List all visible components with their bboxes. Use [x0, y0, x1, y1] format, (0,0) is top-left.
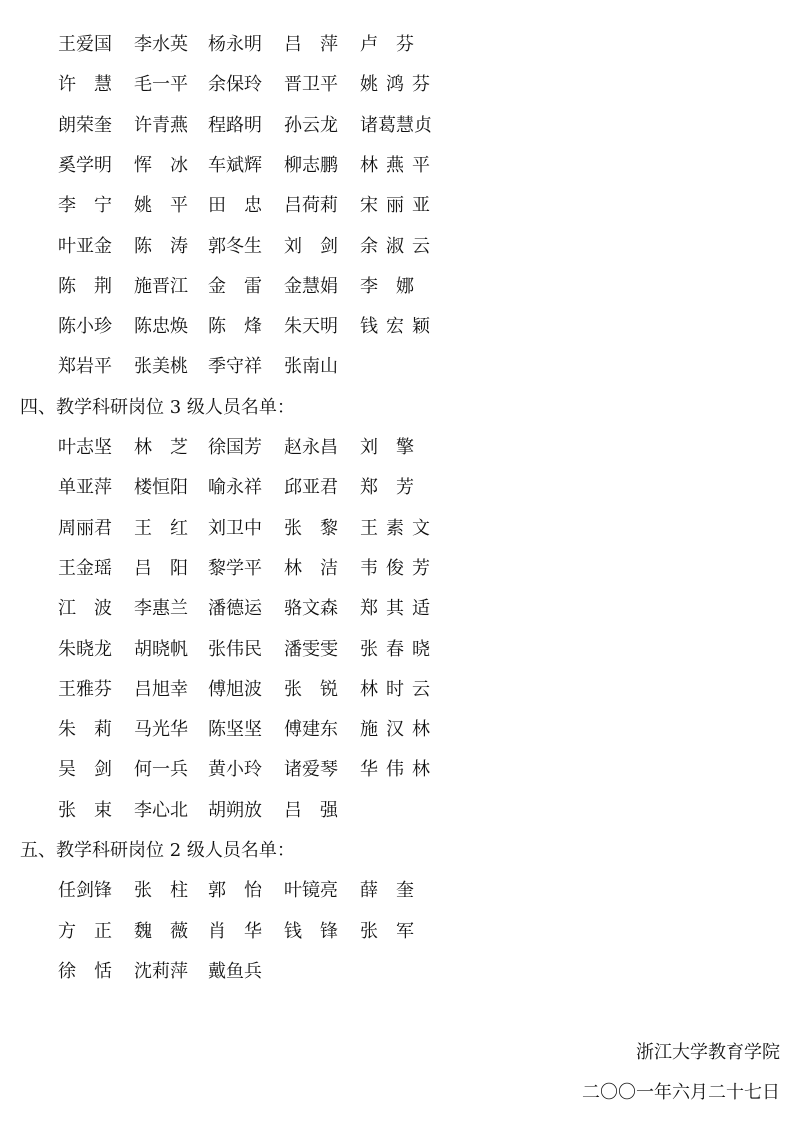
name-row: [0, 70, 800, 100]
person-name: 薛奎: [360, 880, 414, 902]
person-name: 李水英: [134, 34, 188, 55]
person-name: 任剑锋: [58, 880, 112, 902]
person-name: 王金瑶: [58, 557, 112, 579]
person-name: 杨永明: [208, 34, 262, 55]
person-name: 李宁: [58, 195, 112, 217]
name-row: [0, 675, 800, 705]
footer-date: 二〇〇一年六月二十七日: [582, 1082, 780, 1103]
person-name: 朱晓龙: [58, 638, 112, 660]
person-name: 陈坚坚: [208, 719, 262, 741]
person-name: 方正: [58, 920, 112, 942]
person-name: 恽冰: [134, 154, 188, 176]
person-name: 孙云龙: [284, 114, 338, 136]
name-row: [0, 111, 800, 141]
name-row: [0, 554, 800, 584]
person-name: 林燕平: [360, 154, 430, 176]
person-name: 诸葛慧贞: [360, 114, 432, 136]
person-name: 徐国芳: [208, 437, 262, 458]
name-row: [0, 232, 800, 262]
name-row: [0, 30, 800, 60]
person-name: 郭怡: [208, 880, 262, 902]
person-name: 郭冬生: [208, 235, 262, 257]
name-row: [0, 514, 800, 544]
person-name: 朱天明: [284, 316, 338, 338]
person-name: 魏薇: [134, 920, 188, 942]
person-name: 李娜: [360, 275, 414, 297]
name-row: [0, 433, 800, 463]
person-name: 叶志坚: [58, 437, 112, 458]
person-name: 张军: [360, 920, 414, 942]
name-row: [0, 473, 800, 503]
person-name: 沈莉萍: [134, 960, 188, 982]
person-name: 刘剑: [284, 235, 338, 257]
person-name: 余淑云: [360, 235, 430, 257]
person-name: 傅旭波: [208, 678, 262, 700]
person-name: 赵永昌: [284, 437, 338, 458]
name-row: [0, 272, 800, 302]
person-name: 吕强: [284, 799, 338, 821]
person-name: 施晋江: [134, 275, 188, 297]
person-name: 姚平: [134, 195, 188, 217]
person-name: 奚学明: [58, 154, 112, 176]
person-name: 陈荆: [58, 275, 112, 297]
person-name: 金雷: [208, 275, 262, 297]
person-name: 张南山: [284, 356, 338, 378]
person-name: 柳志鹏: [284, 154, 338, 176]
person-name: 骆文森: [284, 598, 338, 620]
person-name: 吕荷莉: [284, 195, 338, 217]
person-name: 张伟民: [208, 638, 262, 660]
person-name: 王红: [134, 517, 188, 539]
person-name: 金慧娟: [284, 275, 338, 297]
person-name: 陈忠焕: [134, 316, 188, 338]
person-name: 朗荣奎: [58, 114, 112, 136]
person-name: 许慧: [58, 74, 112, 96]
name-row: [0, 917, 800, 947]
footer-organization: 浙江大学教育学院: [636, 1042, 780, 1063]
person-name: 王雅芬: [58, 678, 112, 700]
person-name: 姚鸿芬: [360, 74, 430, 96]
person-name: 程路明: [208, 114, 262, 136]
name-row: [0, 796, 800, 826]
person-name: 林芝: [134, 437, 188, 458]
person-name: 车斌辉: [208, 154, 262, 176]
person-name: 田忠: [208, 195, 262, 217]
person-name: 张黎: [284, 517, 338, 539]
person-name: 钱锋: [284, 920, 338, 942]
person-name: 陈涛: [134, 235, 188, 257]
person-name: 郑其适: [360, 598, 430, 620]
person-name: 诸爱琴: [284, 759, 338, 781]
person-name: 陈烽: [208, 316, 262, 338]
person-name: 施汉林: [360, 719, 430, 741]
person-name: 邱亚君: [284, 477, 338, 499]
person-name: 张束: [58, 799, 112, 821]
person-name: 吕萍: [284, 34, 338, 55]
person-name: 余保玲: [208, 74, 262, 96]
person-name: 毛一平: [134, 74, 188, 96]
person-name: 林洁: [284, 557, 338, 579]
person-name: 张春晓: [360, 638, 430, 660]
name-row: [0, 191, 800, 221]
person-name: 李惠兰: [134, 598, 188, 620]
person-name: 傅建东: [284, 719, 338, 741]
person-name: 叶亚金: [58, 235, 112, 257]
person-name: 季守祥: [208, 356, 262, 378]
section-four-heading: 四、教学科研岗位 3 级人员名单：: [20, 396, 295, 418]
name-row: [0, 312, 800, 342]
person-name: 潘雯雯: [284, 638, 338, 660]
name-row: [0, 635, 800, 665]
person-name: 郑岩平: [58, 356, 112, 378]
name-row: [0, 352, 800, 382]
person-name: 王爱国: [58, 34, 112, 55]
person-name: 刘擎: [360, 437, 414, 458]
person-name: 马光华: [134, 719, 188, 741]
person-name: 张锐: [284, 678, 338, 700]
name-row: [0, 876, 800, 906]
person-name: 吕旭幸: [134, 678, 188, 700]
person-name: 黎学平: [208, 557, 262, 579]
person-name: 林时云: [360, 678, 430, 700]
person-name: 戴鱼兵: [208, 960, 262, 982]
person-name: 郑芳: [360, 477, 414, 499]
person-name: 卢芬: [360, 34, 414, 55]
section-five-heading: 五、教学科研岗位 2 级人员名单：: [20, 840, 295, 861]
person-name: 王素文: [360, 517, 430, 539]
person-name: 陈小珍: [58, 316, 112, 338]
person-name: 喻永祥: [208, 477, 262, 499]
person-name: 朱莉: [58, 719, 112, 741]
person-name: 吴剑: [58, 759, 112, 781]
person-name: 许青燕: [134, 114, 188, 136]
person-name: 张柱: [134, 880, 188, 902]
person-name: 周丽君: [58, 517, 112, 539]
person-name: 黄小玲: [208, 759, 262, 781]
person-name: 吕阳: [134, 557, 188, 579]
person-name: 何一兵: [134, 759, 188, 781]
name-row: [0, 594, 800, 624]
person-name: 单亚萍: [58, 477, 112, 499]
person-name: 潘德运: [208, 598, 262, 620]
person-name: 江波: [58, 598, 112, 620]
person-name: 胡晓帆: [134, 638, 188, 660]
person-name: 肖华: [208, 920, 262, 942]
person-name: 张美桃: [134, 356, 188, 378]
person-name: 华伟林: [360, 759, 430, 781]
person-name: 晋卫平: [284, 74, 338, 96]
person-name: 韦俊芳: [360, 557, 430, 579]
name-row: [0, 151, 800, 181]
person-name: 钱宏颖: [360, 316, 430, 338]
person-name: 叶镜亮: [284, 880, 338, 902]
person-name: 李心北: [134, 799, 188, 821]
person-name: 胡朔放: [208, 799, 262, 821]
name-row: [0, 715, 800, 745]
person-name: 徐恬: [58, 960, 112, 982]
person-name: 宋丽亚: [360, 195, 430, 217]
person-name: 刘卫中: [208, 517, 262, 539]
name-row: [0, 755, 800, 785]
person-name: 楼恒阳: [134, 477, 188, 499]
name-row: [0, 957, 800, 987]
